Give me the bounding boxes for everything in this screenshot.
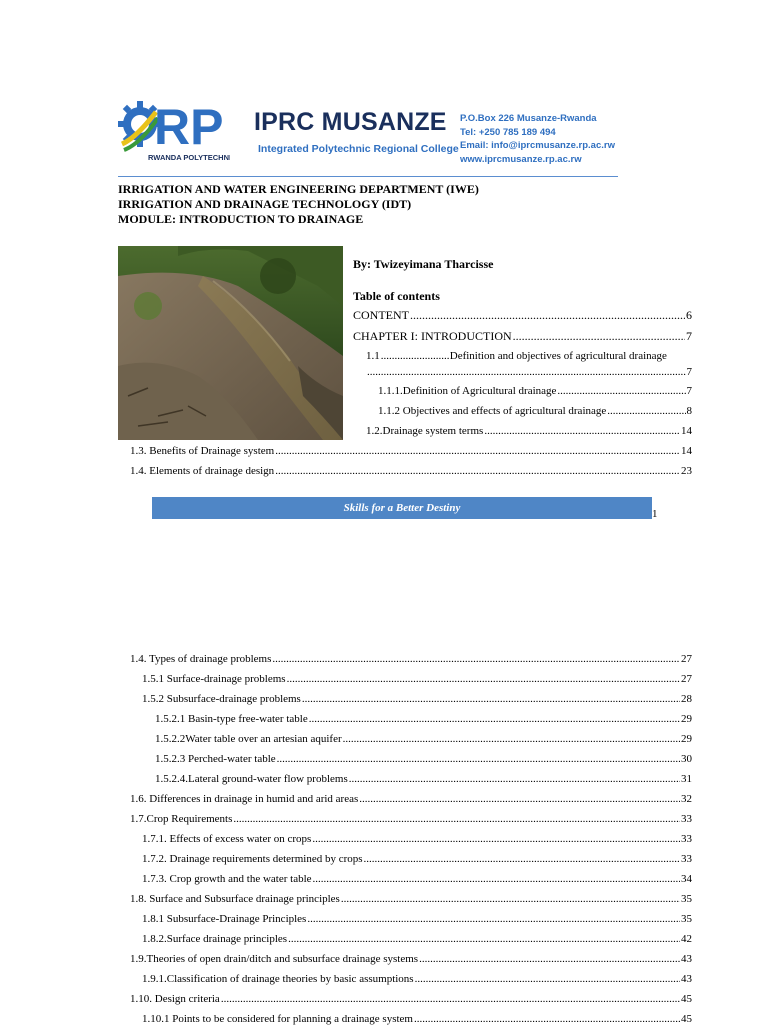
toc-entry[interactable]: 1.5.2.4.Lateral ground-water flow problems ..... 31 bbox=[155, 771, 692, 787]
toc-entry[interactable]: 1.1 ..... Definition and objectives of agricultural drainage bbox=[366, 348, 692, 364]
iprc-logo bbox=[118, 94, 230, 166]
toc-entry[interactable]: 1.8. Surface and Subsurface drainage principles ..... 35 bbox=[130, 891, 692, 907]
toc-entry[interactable]: 1.5.2.3 Perched-water table ..... 30 bbox=[155, 751, 692, 767]
department-line: IRRIGATION AND WATER ENGINEERING DEPARTMENT (IWE) bbox=[118, 182, 479, 196]
institution-title: IPRC MUSANZE bbox=[254, 108, 447, 136]
contact-phone: Tel: +250 785 189 494 bbox=[460, 126, 556, 138]
toc-entry[interactable]: 1.7.3. Crop growth and the water table ..... 34 bbox=[142, 871, 692, 887]
contact-email: Email: info@iprcmusanze.rp.ac.rw bbox=[460, 140, 615, 151]
contact-block bbox=[460, 112, 615, 166]
institution-subtitle: Integrated Polytechnic Regional College bbox=[258, 143, 459, 155]
toc-entry[interactable]: 1.1.1.Definition of Agricultural drainage ..... 7 bbox=[378, 383, 692, 399]
program-line: IRRIGATION AND DRAINAGE TECHNOLOGY (IDT) bbox=[118, 197, 412, 211]
svg-text:RP: RP bbox=[154, 99, 224, 155]
author-line: By: Twizeyimana Tharcisse bbox=[353, 257, 494, 271]
header-divider bbox=[118, 176, 618, 177]
toc-entry[interactable]: 1.6. Differences in drainage in humid and arid areas ..... 32 bbox=[130, 791, 692, 807]
toc-heading: Table of contents bbox=[353, 289, 440, 303]
toc-entry[interactable]: 1.10.1 Points to be considered for planning a drainage system ..... 45 bbox=[142, 1011, 692, 1027]
toc-entry-continuation[interactable]: ..... 7 bbox=[366, 364, 692, 380]
logo-caption: RWANDA POLYTECHNIC bbox=[148, 153, 230, 162]
toc-entry[interactable]: 1.8.2.Surface drainage principles ..... 42 bbox=[142, 931, 692, 947]
toc-entry[interactable]: 1.5.1 Surface-drainage problems ..... 27 bbox=[142, 671, 692, 687]
toc-entry[interactable]: 1.4. Elements of drainage design ..... 23 bbox=[130, 463, 692, 479]
contact-address: P.O.Box 226 Musanze-Rwanda bbox=[460, 113, 597, 124]
toc-entry[interactable]: 1.8.1 Subsurface-Drainage Principles ..... 35 bbox=[142, 911, 692, 927]
toc-entry[interactable]: 1.10. Design criteria ..... 45 bbox=[130, 991, 692, 1007]
page-number: 1 bbox=[652, 508, 658, 520]
drainage-ditch-photo bbox=[118, 246, 343, 440]
toc-entry[interactable]: CONTENT ..... 6 bbox=[353, 307, 692, 323]
footer-banner: Skills for a Better Destiny bbox=[152, 497, 652, 519]
toc-entry[interactable]: 1.7.2. Drainage requirements determined by crops ..... 33 bbox=[142, 851, 692, 867]
module-line: MODULE: INTRODUCTION TO DRAINAGE bbox=[118, 212, 364, 226]
toc-entry[interactable]: 1.5.2 Subsurface-drainage problems ..... 28 bbox=[142, 691, 692, 707]
toc-entry[interactable]: 1.9.1.Classification of drainage theories by basic assumptions ..... 43 bbox=[142, 971, 692, 987]
toc-entry[interactable]: 1.1.2 Objectives and effects of agricultural drainage ..... 8 bbox=[378, 403, 692, 419]
toc-entry[interactable]: 1.3. Benefits of Drainage system ..... 14 bbox=[130, 443, 692, 459]
toc-entry[interactable]: 1.7.1. Effects of excess water on crops ..... 33 bbox=[142, 831, 692, 847]
toc-entry[interactable]: 1.2.Drainage system terms ..... 14 bbox=[366, 423, 692, 439]
toc-entry[interactable]: 1.9.Theories of open drain/ditch and subsurface drainage systems ..... 43 bbox=[130, 951, 692, 967]
toc-entry[interactable]: 1.7.Crop Requirements ..... 33 bbox=[130, 811, 692, 827]
toc-entry[interactable]: 1.4. Types of drainage problems ..... 27 bbox=[130, 651, 692, 667]
toc-entry[interactable]: 1.5.2.2Water table over an artesian aquifer ..... 29 bbox=[155, 731, 692, 747]
toc-entry[interactable]: CHAPTER I: INTRODUCTION ..... 7 bbox=[353, 328, 692, 344]
toc-entry[interactable]: 1.5.2.1 Basin-type free-water table ..... 29 bbox=[155, 711, 692, 727]
contact-website: www.iprcmusanze.rp.ac.rw bbox=[460, 153, 582, 165]
department-block bbox=[118, 182, 479, 227]
